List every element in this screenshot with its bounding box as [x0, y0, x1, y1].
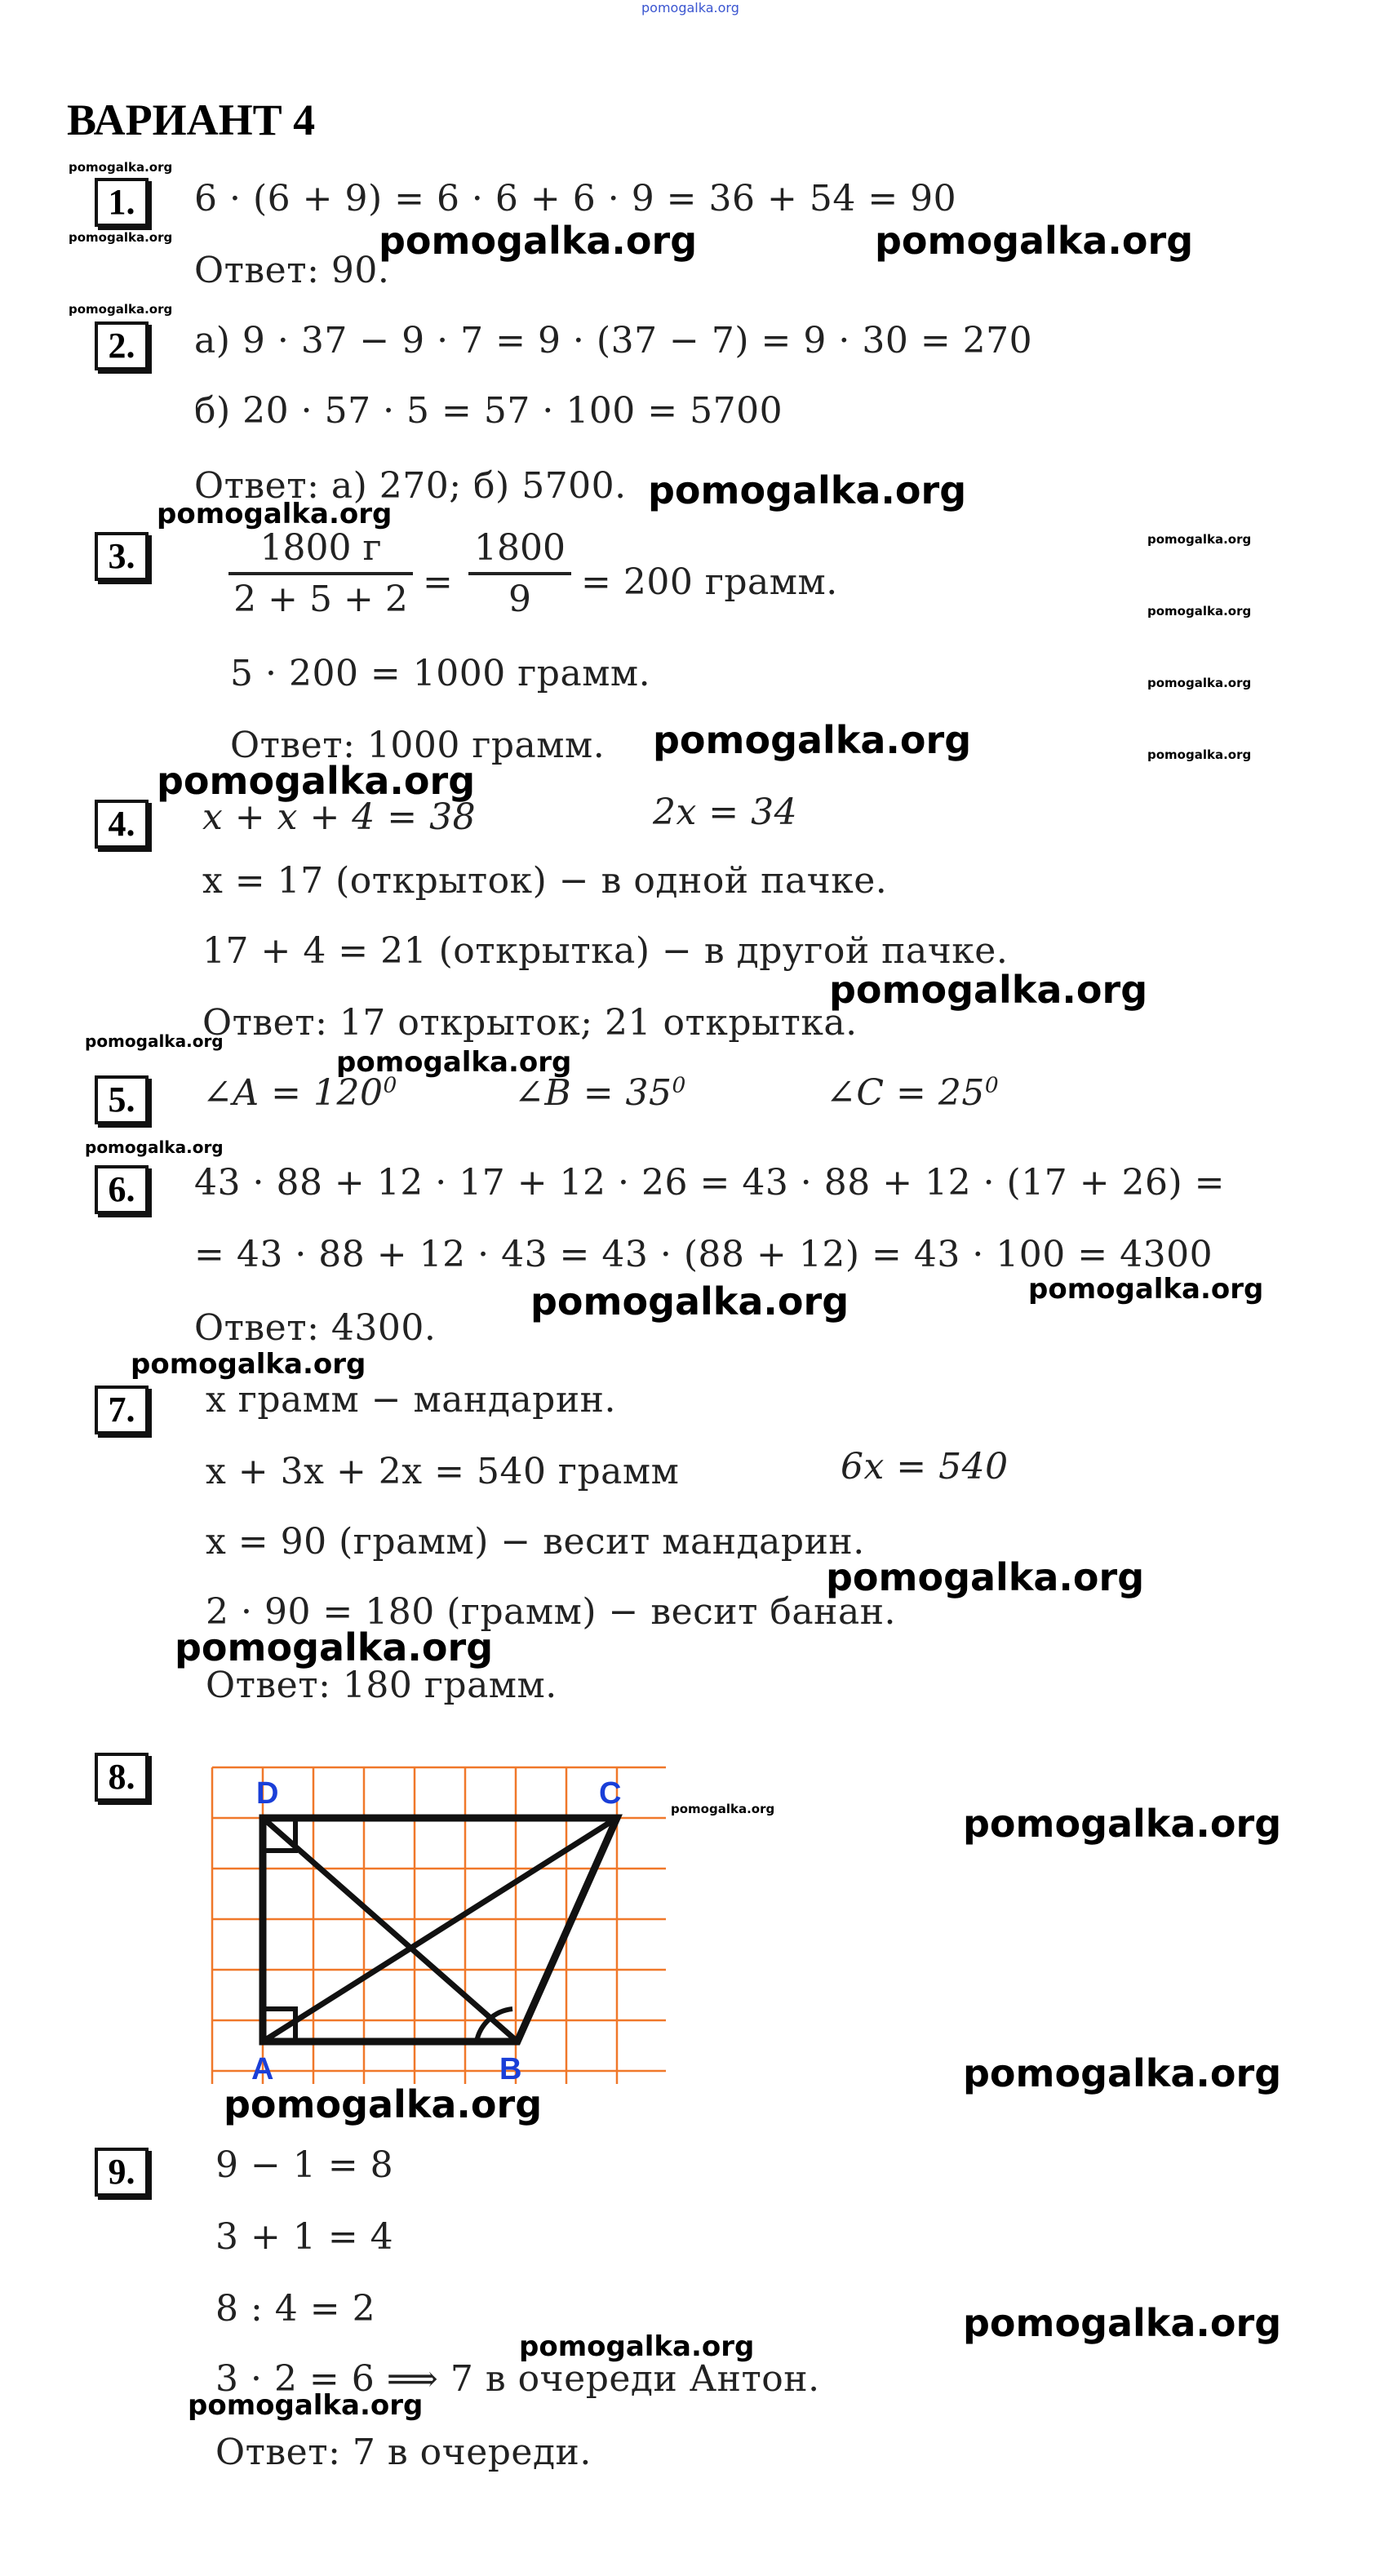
task-2-answer: Ответ: а) 270; б) 5700. [194, 465, 627, 507]
watermark-mid: pomogalka.org [336, 1046, 572, 1079]
watermark-big: pomogalka.org [963, 1802, 1282, 1846]
task-7-line-2b: 6x = 540 [841, 1446, 1009, 1488]
watermark-mid: pomogalka.org [131, 1348, 366, 1381]
task-8-number: 8. [95, 1753, 149, 1802]
watermark-big: pomogalka.org [530, 1279, 849, 1323]
task-4-line-2: x = 17 (открыток) − в одной пачке. [202, 860, 888, 902]
task-3-frac1-numerator: 1800 г [260, 527, 382, 569]
task-3-frac2-denominator: 9 [508, 579, 531, 620]
watermark-mid: pomogalka.org [157, 498, 393, 530]
watermark-small: pomogalka.org [1147, 676, 1252, 690]
task-5-angle-a-label: ∠A = 120 [202, 1072, 384, 1114]
task-1-number: 1. [95, 178, 149, 227]
task-3-number: 3. [95, 532, 149, 581]
task-4-answer: Ответ: 17 открыток; 21 открытка. [202, 1002, 858, 1044]
task-5-angle-a-degree: 0 [383, 1072, 397, 1098]
task-8-figure [209, 1754, 672, 2097]
watermark-big: pomogalka.org [648, 468, 967, 512]
task-7-line-2a: x + 3x + 2x = 540 грамм [206, 1451, 680, 1492]
task-9-answer: Ответ: 7 в очереди. [215, 2432, 592, 2473]
task-7-line-4: 2 · 90 = 180 (грамм) − весит банан. [206, 1591, 897, 1633]
task-1-answer: Ответ: 90. [194, 250, 390, 291]
task-2-line-2: б) 20 · 57 · 5 = 57 · 100 = 5700 [194, 390, 783, 432]
watermark-mid: pomogalka.org [188, 2389, 424, 2422]
watermark-small: pomogalka.org [1147, 747, 1252, 762]
task-7-number: 7. [95, 1386, 149, 1434]
task-3-fraction-2 [468, 527, 571, 620]
task-5-angle-c-label: ∠C = 25 [826, 1072, 985, 1114]
task-3-frac2-numerator: 1800 [474, 527, 566, 569]
watermark-big: pomogalka.org [157, 759, 476, 803]
watermark-small: pomogalka.org [1147, 532, 1252, 547]
watermark-mid: pomogalka.org [1028, 1273, 1264, 1306]
watermark-big: pomogalka.org [963, 2051, 1282, 2095]
watermark-big: pomogalka.org [963, 2301, 1282, 2345]
task-9-line-4: 3 · 2 = 6 ⟹ 7 в очереди Антон. [215, 2358, 820, 2400]
task-5-number: 5. [95, 1075, 149, 1124]
task-3-frac1-denominator: 2 + 5 + 2 [233, 579, 408, 620]
page-title: ВАРИАНТ 4 [67, 95, 316, 144]
watermark-big: pomogalka.org [224, 2082, 543, 2126]
vertex-label-a: A [251, 2052, 274, 2086]
task-9-line-2: 3 + 1 = 4 [215, 2216, 394, 2258]
task-2-number: 2. [95, 321, 149, 370]
task-5-angle-b-degree: 0 [672, 1072, 686, 1098]
task-3-result: = 200 грамм. [581, 561, 838, 603]
task-5-angle-b-label: ∠B = 35 [514, 1072, 672, 1114]
top-watermark: pomogalka.org [641, 0, 739, 16]
task-4-line-1b: 2x = 34 [653, 791, 798, 833]
task-3-line-2: 5 · 200 = 1000 грамм. [230, 653, 651, 694]
watermark-small: pomogalka.org [69, 160, 173, 175]
watermark-big: pomogalka.org [829, 968, 1148, 1012]
vertex-label-d: D [256, 1776, 279, 1811]
vertex-label-c: C [599, 1776, 622, 1811]
task-9-line-3: 8 : 4 = 2 [215, 2288, 376, 2330]
task-6-line-2: = 43 · 88 + 12 · 43 = 43 · (88 + 12) = 43 · 100 = 4300 [194, 1234, 1213, 1275]
task-4-line-3: 17 + 4 = 21 (открытка) − в другой пачке. [202, 930, 1009, 972]
watermark-big: pomogalka.org [653, 718, 972, 762]
watermark-mid: pomogalka.org [85, 1031, 224, 1051]
watermark-small: pomogalka.org [69, 230, 173, 245]
watermark-small: pomogalka.org [69, 302, 173, 317]
task-1-line-1: 6 · (6 + 9) = 6 · 6 + 6 · 9 = 36 + 54 = 90 [194, 178, 957, 219]
task-4-number: 4. [95, 800, 149, 849]
watermark-small: pomogalka.org [671, 1802, 775, 1816]
watermark-big: pomogalka.org [379, 219, 698, 263]
watermark-big: pomogalka.org [175, 1625, 494, 1669]
diagonal-db [263, 1818, 517, 2042]
task-6-number: 6. [95, 1165, 149, 1214]
task-9-number: 9. [95, 2148, 149, 2197]
task-8-shape [263, 1818, 617, 2042]
task-7-line-3: x = 90 (грамм) − весит мандарин. [206, 1521, 865, 1563]
task-2-line-1: а) 9 · 37 − 9 · 7 = 9 · (37 − 7) = 9 · 30 = 270 [194, 320, 1033, 361]
task-5-angle-c-degree: 0 [984, 1072, 1000, 1098]
watermark-small: pomogalka.org [1147, 604, 1252, 619]
watermark-mid: pomogalka.org [85, 1137, 224, 1157]
task-6-line-1: 43 · 88 + 12 · 17 + 12 · 26 = 43 · 88 + 12 · (17 + 26) = [194, 1162, 1226, 1204]
task-7-line-1: x грамм − мандарин. [206, 1379, 616, 1421]
task-3-equals: = [423, 561, 454, 603]
task-3-answer: Ответ: 1000 грамм. [230, 725, 606, 766]
task-9-line-1: 9 − 1 = 8 [215, 2144, 394, 2186]
task-7-answer: Ответ: 180 грамм. [206, 1665, 557, 1706]
vertex-label-b: B [499, 2052, 522, 2086]
watermark-big: pomogalka.org [826, 1555, 1145, 1599]
task-5-angle-c [826, 1072, 999, 1114]
task-3-fraction-1 [228, 527, 413, 620]
watermark-big: pomogalka.org [875, 219, 1194, 263]
watermark-mid: pomogalka.org [519, 2330, 755, 2363]
task-4-line-1a: x + x + 4 = 38 [202, 796, 477, 838]
task-6-answer: Ответ: 4300. [194, 1307, 437, 1349]
